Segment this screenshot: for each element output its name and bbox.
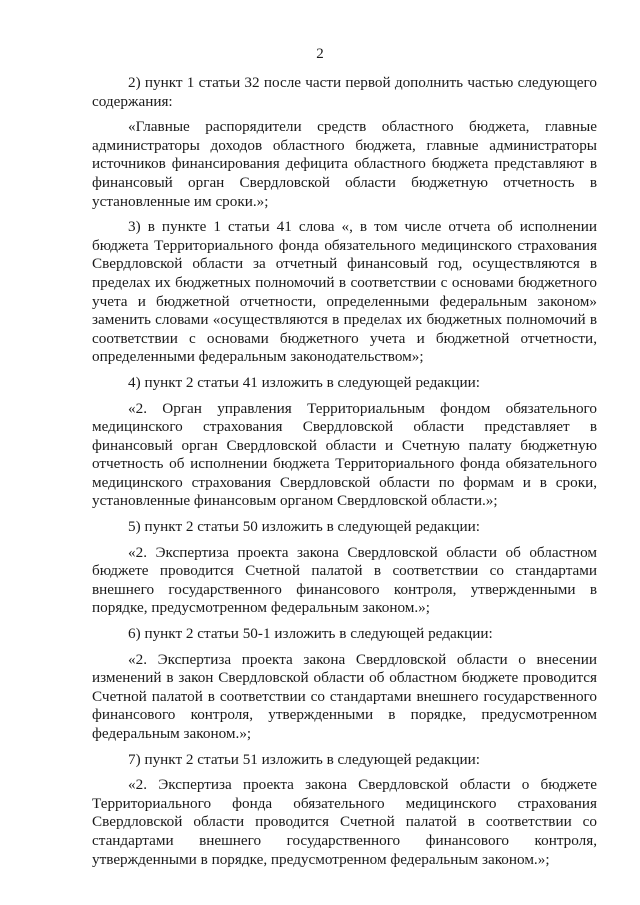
paragraph-6: 5) пункт 2 статьи 50 изложить в следующей редакции: <box>128 518 481 536</box>
paragraph-4: 4) пункт 2 статьи 41 изложить в следующей редакции: <box>128 373 481 391</box>
page-number: 2 <box>316 46 324 62</box>
paragraph-10: 7) пункт 2 статьи 51 изложить в следующей редакции: <box>128 750 481 768</box>
paragraph-11: «2. Экспертиза проекта закона Свердловской области о бюджете Территориального фонда обязательного медицинского страхования Свердловской области проводится Счетной палатой в соответствии со стандартами внешнего государственного финансового контроля, утвержденными в порядке, предусмотренном федеральным законом.»; <box>92 776 597 868</box>
paragraph-8: 6) пункт 2 статьи 50-1 изложить в следующей редакции: <box>128 625 493 643</box>
paragraph-2: «Главные распорядители средств областного бюджета, главные администраторы доходов областного бюджета, главные администраторы источников финансирования дефицита областного бюджета представляют в финансовый орган Свердловской области бюджетную отчетность в установленные им сроки.»; <box>92 118 597 210</box>
paragraph-9: «2. Экспертиза проекта закона Свердловской области о внесении изменений в закон Свердловской области об областном бюджете проводится Счетной палатой в соответствии со стандартами внешнего государственного финансового контроля, утвержденными в порядке, предусмотренном федеральным законом.»; <box>92 650 597 742</box>
paragraph-3: 3) в пункте 1 статьи 41 слова «, в том числе отчета об исполнении бюджета Территориального фонда обязательного медицинского страхования Свердловской области за отчетный финансовый год, осуществляются в пределах их бюджетных полномочий в соответствии с основами бюджетного учета и бюджетной отчетности, определенными федеральным законом» заменить словами «осуществляются в пределах их бюджетных полномочий в соответствии с основами бюджетного учета и бюджетной отчетности, определенными федеральным законодательством»; <box>92 218 597 366</box>
paragraph-5: «2. Орган управления Территориальным фондом обязательного медицинского страхования Свердловской области представляет в финансовый орган Свердловской области и Счетную палату бюджетную отчетность об исполнении бюджета Территориального фонда обязательного медицинского страхования Свердловской области по формам и в сроки, установленные финансовым органом Свердловской области.»; <box>92 399 597 510</box>
paragraph-1: 2) пункт 1 статьи 32 после части первой дополнить частью следующего содержания: <box>92 74 597 110</box>
document-body <box>92 74 597 876</box>
paragraph-7: «2. Экспертиза проекта закона Свердловской области об областном бюджете проводится Счетной палатой в соответствии со стандартами внешнего государственного финансового контроля, утвержденными в порядке, предусмотренном федеральным законом.»; <box>92 543 597 617</box>
